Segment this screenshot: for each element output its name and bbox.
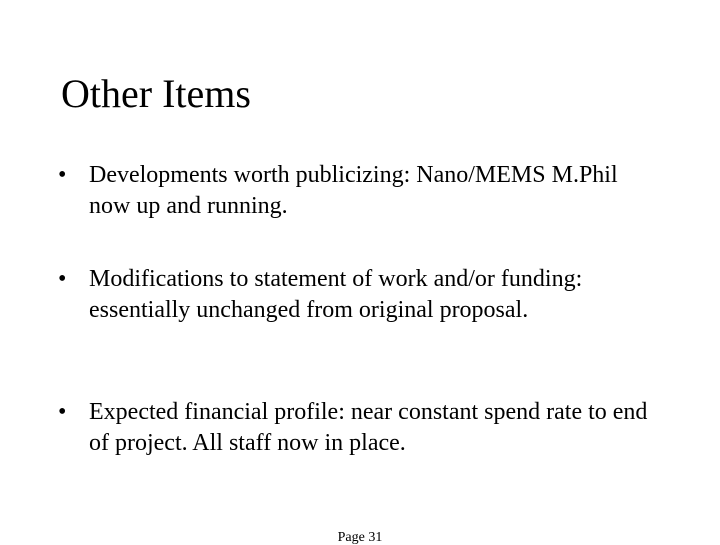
bullet-item [58, 160, 658, 222]
bullet-item [58, 264, 658, 326]
bullet-text: Expected financial profile: near constant spend rate to end of project. All staff now in place. [89, 399, 648, 456]
bullet-marker: • [58, 162, 67, 188]
slide-title: Other Items [61, 71, 251, 116]
bullet-text: Developments worth publicizing: Nano/MEMS M.Phil now up and running. [89, 162, 618, 219]
bullet-text: Modifications to statement of work and/or funding: essentially unchanged from original proposal. [89, 266, 583, 323]
page-number-footer: Page 31 [337, 530, 383, 545]
bullet-item [58, 397, 658, 459]
bullet-marker: • [58, 266, 67, 292]
bullet-marker: • [58, 399, 67, 425]
